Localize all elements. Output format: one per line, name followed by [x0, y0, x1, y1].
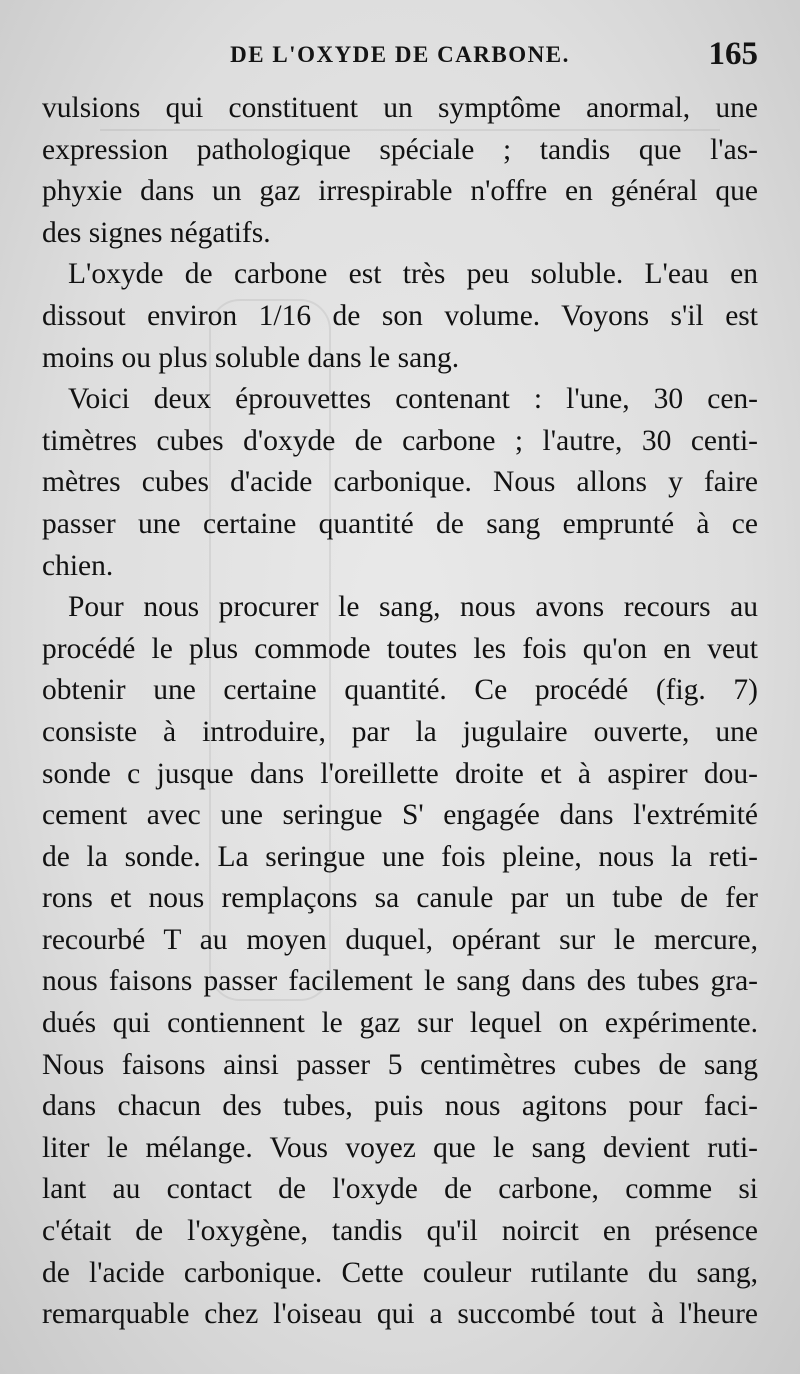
text-line: remarquable chez l'oiseau qui a succombé tout à l'heure — [42, 1298, 758, 1331]
running-head — [42, 36, 758, 76]
text-line: obtenir une certaine quantité. Ce procédé (fig. 7) — [42, 674, 758, 707]
text-line: recourbé T au moyen duquel, opérant sur le mercure, — [42, 923, 758, 956]
running-title: DE L'OXYDE DE CARBONE. — [230, 42, 570, 67]
text-line: c'était de l'oxygène, tandis qu'il noircit en présence — [42, 1215, 758, 1248]
page-number: 165 — [708, 36, 758, 72]
text-line: Pour nous procurer le sang, nous avons recours au — [68, 591, 758, 624]
text-line: Voici deux éprouvettes contenant : l'une, 30 cen- — [68, 383, 758, 416]
text-line: des signes négatifs. — [42, 216, 271, 249]
text-line: dissout environ 1/16 de son volume. Voyons s'il est — [42, 299, 758, 332]
text-line: phyxie dans un gaz irrespirable n'offre en général que — [42, 175, 758, 208]
text-line: dans chacun des tubes, puis nous agitons pour faci- — [42, 1090, 758, 1123]
text-line: rons et nous remplaçons sa canule par un tube de fer — [42, 882, 758, 915]
text-line: vulsions qui constituent un symptôme anormal, une — [42, 92, 758, 124]
text-line: consiste à introduire, par la jugulaire ouverte, une — [42, 715, 758, 748]
text-line: cement avec une seringue S' engagée dans l'extrémité — [42, 799, 758, 832]
text-line: nous faisons passer facilement le sang dans des tubes gra- — [42, 965, 758, 998]
body-text — [42, 88, 758, 1336]
text-line: timètres cubes d'oxyde de carbone ; l'autre, 30 centi- — [42, 424, 758, 457]
text-line: sonde c jusque dans l'oreillette droite et à aspirer dou- — [42, 757, 758, 790]
text-line: de la sonde. La seringue une fois pleine, nous la reti- — [42, 840, 758, 873]
text-line: lant au contact de l'oxyde de carbone, comme si — [42, 1173, 758, 1206]
text-line: dués qui contiennent le gaz sur lequel on expérimente. — [42, 1007, 758, 1040]
text-line: L'oxyde de carbone est très peu soluble. L'eau en — [68, 258, 758, 291]
text-line: procédé le plus commode toutes les fois qu'on en veut — [42, 632, 758, 665]
text-line: de l'acide carbonique. Cette couleur rutilante du sang, — [42, 1256, 758, 1289]
text-line: passer une certaine quantité de sang emprunté à ce — [42, 507, 758, 540]
text-line: mètres cubes d'acide carbonique. Nous allons y faire — [42, 466, 758, 499]
text-line: liter le mélange. Vous voyez que le sang devient ruti- — [42, 1131, 758, 1164]
text-line: expression pathologique spéciale ; tandis que l'as- — [42, 133, 758, 166]
text-line: chien. — [42, 549, 114, 582]
text-line: moins ou plus soluble dans le sang. — [42, 341, 460, 374]
text-line: Nous faisons ainsi passer 5 centimètres cubes de sang — [42, 1048, 758, 1081]
